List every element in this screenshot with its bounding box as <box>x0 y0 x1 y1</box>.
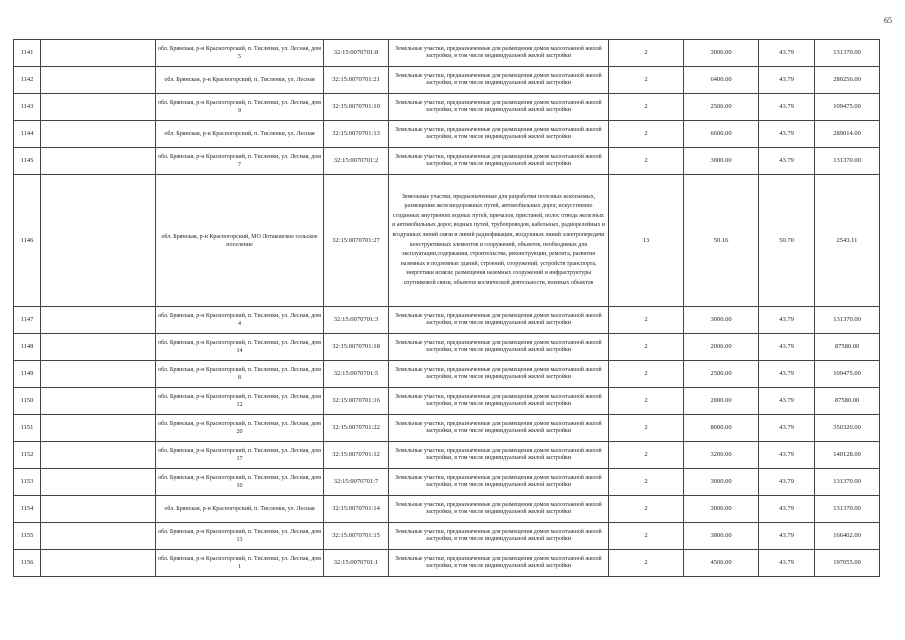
row-number-cell: 1144 <box>14 121 41 148</box>
empty-cell <box>41 307 156 334</box>
rate-cell: 43.79 <box>759 388 815 415</box>
rate-cell: 43.79 <box>759 523 815 550</box>
area-cell: 3000.00 <box>684 148 759 175</box>
use-code-cell: 2 <box>609 442 684 469</box>
cadastral-number-cell: 32:15:0070701:12 <box>324 442 389 469</box>
cadastral-number-cell: 32:15:0070701:14 <box>324 496 389 523</box>
use-code-cell: 2 <box>609 307 684 334</box>
rate-cell: 43.79 <box>759 94 815 121</box>
cadastral-number-cell: 32:15:0070701:16 <box>324 388 389 415</box>
use-code-cell: 2 <box>609 415 684 442</box>
row-number-cell: 1142 <box>14 67 41 94</box>
address-cell: обл. Брянская, р-н Красногорский, п. Тисленки, ул. Лесная, дом 10 <box>156 469 324 496</box>
address-cell: обл. Брянская, р-н Красногорский, п. Тисленки, ул. Лесная <box>156 496 324 523</box>
empty-cell <box>41 550 156 577</box>
rate-cell: 43.79 <box>759 442 815 469</box>
row-number-cell: 1146 <box>14 175 41 307</box>
address-cell: обл. Брянская, р-н Красногорский, п. Тисленки, ул. Лесная, дом 14 <box>156 334 324 361</box>
cadastral-number-cell: 32:15:0070701:13 <box>324 121 389 148</box>
area-cell: 3000.00 <box>684 40 759 67</box>
cadastral-number-cell: 32:15:0070701:15 <box>324 523 389 550</box>
area-cell: 2000.00 <box>684 334 759 361</box>
use-code-cell: 2 <box>609 148 684 175</box>
row-number-cell: 1154 <box>14 496 41 523</box>
table-row <box>14 415 880 442</box>
row-number-cell: 1156 <box>14 550 41 577</box>
row-number-cell: 1152 <box>14 442 41 469</box>
rate-cell: 43.79 <box>759 334 815 361</box>
cadastral-number-cell: 32:15:0070701:5 <box>324 361 389 388</box>
row-number-cell: 1155 <box>14 523 41 550</box>
rate-cell: 43.79 <box>759 469 815 496</box>
area-cell: 3000.00 <box>684 307 759 334</box>
empty-cell <box>41 121 156 148</box>
use-code-cell: 13 <box>609 175 684 307</box>
address-cell: обл. Брянская, р-н Красногорский, п. Тисленки, ул. Лесная, дом 4 <box>156 307 324 334</box>
land-use-cell: Земельные участки, предназначенные для размещения домов малоэтажной жилой застройки, в том числе индивидуальной жилой застройки <box>389 496 609 523</box>
cadastral-value-cell: 197055.00 <box>815 550 880 577</box>
cadastral-value-cell: 166402.00 <box>815 523 880 550</box>
rate-cell: 43.79 <box>759 361 815 388</box>
address-cell: обл. Брянская, р-н Красногорский, п. Тисленки, ул. Лесная, дом 17 <box>156 442 324 469</box>
use-code-cell: 2 <box>609 40 684 67</box>
cadastral-number-cell: 32:15:0070701:8 <box>324 40 389 67</box>
land-use-cell: Земельные участки, предназначенные для размещения домов малоэтажной жилой застройки, в том числе индивидуальной жилой застройки <box>389 388 609 415</box>
rate-cell: 43.79 <box>759 121 815 148</box>
use-code-cell: 2 <box>609 67 684 94</box>
table-row <box>14 523 880 550</box>
rate-cell: 43.79 <box>759 415 815 442</box>
area-cell: 6400.00 <box>684 67 759 94</box>
cadastral-value-cell: 131370.00 <box>815 148 880 175</box>
address-cell: обл. Брянская, р-н Красногорский, МО Лотаковское сельское поселение <box>156 175 324 307</box>
land-use-cell: Земельные участки, предназначенные для размещения домов малоэтажной жилой застройки, в том числе индивидуальной жилой застройки <box>389 442 609 469</box>
table-row <box>14 334 880 361</box>
address-cell: обл. Брянская, р-н Красногорский, п. Тисленки, ул. Лесная, дом 1 <box>156 550 324 577</box>
area-cell: 6600.00 <box>684 121 759 148</box>
empty-cell <box>41 148 156 175</box>
area-cell: 4500.00 <box>684 550 759 577</box>
cadastral-value-cell: 280256.00 <box>815 67 880 94</box>
cadastral-number-cell: 32:15:0070701:22 <box>324 415 389 442</box>
address-cell: обл. Брянская, р-н Красногорский, п. Тисленки, ул. Лесная, дом 13 <box>156 523 324 550</box>
land-use-cell: Земельные участки, предназначенные для размещения домов малоэтажной жилой застройки, в том числе индивидуальной жилой застройки <box>389 523 609 550</box>
table-row <box>14 496 880 523</box>
cadastral-value-cell: 109475.00 <box>815 361 880 388</box>
land-use-cell: Земельные участки, предназначенные для размещения домов малоэтажной жилой застройки, в том числе индивидуальной жилой застройки <box>389 67 609 94</box>
use-code-cell: 2 <box>609 334 684 361</box>
row-number-cell: 1147 <box>14 307 41 334</box>
cadastral-value-table <box>13 39 880 577</box>
empty-cell <box>41 334 156 361</box>
rate-cell: 43.79 <box>759 496 815 523</box>
rate-cell: 43.79 <box>759 148 815 175</box>
land-use-cell: Земельные участки, предназначенные для разработки полезных ископаемых, размещения железнодорожных путей, автомобильных дорог, искусственно созданных внутренних водных путей, причалов, пристаней, полос отвода железных и автомобильных дорог, водных путей, трубопроводов, кабельных, радиорелейных и воздушных линий связи и линий радиофикации, воздушных линий электропередачи конструктивных элементов и сооружений, объектов, необходимых для эксплуатации,содержания, строительства, реконструкции, ремонта, развития наземных и подземных зданий, строений, сооружений, устройств транспорта, энергетики исвязи; размещения наземных сооружений и инфраструктуры спутниковой связи, объектов космической деятельности, военных объектов <box>389 175 609 307</box>
row-number-cell: 1153 <box>14 469 41 496</box>
cadastral-number-cell: 32:15:0070701:3 <box>324 307 389 334</box>
row-number-cell: 1148 <box>14 334 41 361</box>
area-cell: 3200.00 <box>684 442 759 469</box>
table-row <box>14 67 880 94</box>
cadastral-number-cell: 32:15:0070701:21 <box>324 67 389 94</box>
land-use-cell: Земельные участки, предназначенные для размещения домов малоэтажной жилой застройки, в том числе индивидуальной жилой застройки <box>389 469 609 496</box>
area-cell: 2500.00 <box>684 94 759 121</box>
land-use-cell: Земельные участки, предназначенные для размещения домов малоэтажной жилой застройки, в том числе индивидуальной жилой застройки <box>389 550 609 577</box>
empty-cell <box>41 94 156 121</box>
land-use-cell: Земельные участки, предназначенные для размещения домов малоэтажной жилой застройки, в том числе индивидуальной жилой застройки <box>389 94 609 121</box>
area-cell: 2000.00 <box>684 388 759 415</box>
empty-cell <box>41 469 156 496</box>
area-cell: 8000.00 <box>684 415 759 442</box>
table-row <box>14 361 880 388</box>
cadastral-value-cell: 289014.00 <box>815 121 880 148</box>
empty-cell <box>41 442 156 469</box>
row-number-cell: 1150 <box>14 388 41 415</box>
cadastral-value-cell: 2543.11 <box>815 175 880 307</box>
row-number-cell: 1151 <box>14 415 41 442</box>
empty-cell <box>41 415 156 442</box>
cadastral-number-cell: 32:15:0070701:7 <box>324 469 389 496</box>
land-use-cell: Земельные участки, предназначенные для размещения домов малоэтажной жилой застройки, в том числе индивидуальной жилой застройки <box>389 121 609 148</box>
cadastral-number-cell: 32:15:0070701:1 <box>324 550 389 577</box>
land-use-cell: Земельные участки, предназначенные для размещения домов малоэтажной жилой застройки, в том числе индивидуальной жилой застройки <box>389 40 609 67</box>
area-cell: 2500.00 <box>684 361 759 388</box>
use-code-cell: 2 <box>609 469 684 496</box>
table-row <box>14 40 880 67</box>
empty-cell <box>41 523 156 550</box>
rate-cell: 43.79 <box>759 40 815 67</box>
address-cell: обл. Брянская, р-н Красногорский, п. Тисленки, ул. Лесная, дом 12 <box>156 388 324 415</box>
cadastral-value-cell: 87580.00 <box>815 388 880 415</box>
table-row <box>14 148 880 175</box>
area-cell: 3000.00 <box>684 469 759 496</box>
address-cell: обл. Брянская, р-н Красногорский, п. Тисленки, ул. Лесная <box>156 121 324 148</box>
table-row <box>14 94 880 121</box>
cadastral-value-cell: 131370.00 <box>815 469 880 496</box>
land-use-cell: Земельные участки, предназначенные для размещения домов малоэтажной жилой застройки, в том числе индивидуальной жилой застройки <box>389 148 609 175</box>
address-cell: обл. Брянская, р-н Красногорский, п. Тисленки, ул. Лесная <box>156 67 324 94</box>
rate-cell: 43.79 <box>759 550 815 577</box>
use-code-cell: 2 <box>609 361 684 388</box>
row-number-cell: 1145 <box>14 148 41 175</box>
rate-cell: 50.70 <box>759 175 815 307</box>
empty-cell <box>41 361 156 388</box>
table-row <box>14 550 880 577</box>
page-number: 65 <box>884 16 892 25</box>
land-use-cell: Земельные участки, предназначенные для размещения домов малоэтажной жилой застройки, в том числе индивидуальной жилой застройки <box>389 334 609 361</box>
rate-cell: 43.79 <box>759 67 815 94</box>
address-cell: обл. Брянская, р-н Красногорский, п. Тисленки, ул. Лесная, дом 7 <box>156 148 324 175</box>
row-number-cell: 1143 <box>14 94 41 121</box>
cadastral-value-cell: 109475.00 <box>815 94 880 121</box>
table-body <box>14 40 880 577</box>
address-cell: обл. Брянская, р-н Красногорский, п. Тисленки, ул. Лесная, дом 9 <box>156 94 324 121</box>
table-row <box>14 469 880 496</box>
empty-cell <box>41 175 156 307</box>
address-cell: обл. Брянская, р-н Красногорский, п. Тисленки, ул. Лесная, дом 8 <box>156 361 324 388</box>
cadastral-value-cell: 350320.00 <box>815 415 880 442</box>
use-code-cell: 2 <box>609 94 684 121</box>
cadastral-value-cell: 131370.00 <box>815 307 880 334</box>
cadastral-number-cell: 32:15:0070701:18 <box>324 334 389 361</box>
address-cell: обл. Брянская, р-н Красногорский, п. Тисленки, ул. Лесная, дом 20 <box>156 415 324 442</box>
land-use-cell: Земельные участки, предназначенные для размещения домов малоэтажной жилой застройки, в том числе индивидуальной жилой застройки <box>389 415 609 442</box>
area-cell: 3800.00 <box>684 523 759 550</box>
area-cell: 50.16 <box>684 175 759 307</box>
use-code-cell: 2 <box>609 550 684 577</box>
cadastral-number-cell: 32:15:0070701:27 <box>324 175 389 307</box>
use-code-cell: 2 <box>609 523 684 550</box>
use-code-cell: 2 <box>609 388 684 415</box>
cadastral-value-cell: 87580.00 <box>815 334 880 361</box>
rate-cell: 43.79 <box>759 307 815 334</box>
cadastral-number-cell: 32:15:0070701:2 <box>324 148 389 175</box>
land-use-cell: Земельные участки, предназначенные для размещения домов малоэтажной жилой застройки, в том числе индивидуальной жилой застройки <box>389 307 609 334</box>
table-row <box>14 442 880 469</box>
table-row <box>14 121 880 148</box>
row-number-cell: 1141 <box>14 40 41 67</box>
area-cell: 3000.00 <box>684 496 759 523</box>
table-row <box>14 307 880 334</box>
row-number-cell: 1149 <box>14 361 41 388</box>
cadastral-value-cell: 131370.00 <box>815 40 880 67</box>
empty-cell <box>41 388 156 415</box>
empty-cell <box>41 496 156 523</box>
empty-cell <box>41 40 156 67</box>
use-code-cell: 2 <box>609 496 684 523</box>
use-code-cell: 2 <box>609 121 684 148</box>
address-cell: обл. Брянская, р-н Красногорский, п. Тисленки, ул. Лесная, дом 5 <box>156 40 324 67</box>
empty-cell <box>41 67 156 94</box>
cadastral-number-cell: 32:15:0070701:10 <box>324 94 389 121</box>
table-row <box>14 388 880 415</box>
land-use-cell: Земельные участки, предназначенные для размещения домов малоэтажной жилой застройки, в том числе индивидуальной жилой застройки <box>389 361 609 388</box>
cadastral-value-cell: 131370.00 <box>815 496 880 523</box>
table-row <box>14 175 880 307</box>
cadastral-value-cell: 140128.00 <box>815 442 880 469</box>
